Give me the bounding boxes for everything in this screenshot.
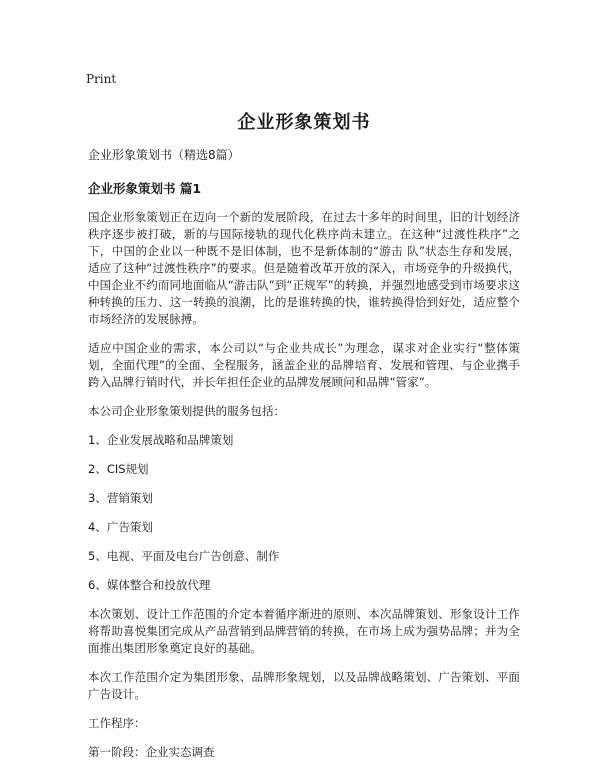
section-heading: 企业形象策划书 篇1 (88, 181, 202, 196)
paragraph-intro: 国企业形象策划正在迈向一个新的发展阶段，在过去十多年的时间里，旧的计划经济秩序逐步被打破，新的与国际接轨的现代化秩序尚未建立。在这种“过渡性秩序”之下，中国的企业以一种既不是旧体制，也不是新体制的“游击 队”状态生存和发展，适应了这种“过渡性秩序”的要求。但是随着改革开放的深入，市场竞争的升级换代，中国企业不约而同地面临从“游击队”到“正规军”的转换，并强烈地感受到市场要求这种转换的压力、这一转换的浪潮，比的是谁转换的快，谁转换得恰到好处，适应整个市场经济的发展脉搏。 (88, 210, 520, 326)
document-subtitle: 企业形象策划书（精选8篇） (88, 148, 240, 162)
service-item: 6、媒体整合和投放代理 (88, 578, 211, 592)
service-item: 2、CIS规划 (88, 462, 149, 476)
print-link[interactable]: Print (86, 72, 117, 86)
service-item: 4、广告策划 (88, 520, 153, 534)
service-item: 3、营销策划 (88, 491, 153, 505)
paragraph-mission: 适应中国企业的需求，本公司以“与企业共成长”为理念，谋求对企业实行“整体策划，全面代理”的全面、全程服务，涵盖企业的品牌培育、发展和管理、与企业携手跨入品牌行销时代，并长年担任企业的品牌发展顾问和品牌“管家”。 (88, 341, 520, 389)
paragraph-services-intro: 本公司企业形象策划提供的服务包括： (88, 404, 286, 418)
document-title: 企业形象策划书 (237, 112, 371, 133)
service-item: 1、企业发展战略和品牌策划 (88, 433, 234, 447)
phase-one-label: 第一阶段：企业实态调查 (88, 745, 215, 759)
service-item: 5、电视、平面及电台广告创意、制作 (88, 549, 280, 563)
paragraph-scope-principle: 本次策划、设计工作范围的介定本着循序渐进的原则、本次品牌策划、形象设计工作将帮助喜悦集团完成从产品营销到品牌营销的转换，在市场上成为强势品牌；并为全面推出集团形象奠定良好的基础。 (88, 607, 520, 655)
work-procedure-label: 工作程序： (88, 716, 146, 730)
paragraph-scope-definition: 本次工作范围介定为集团形象、品牌形象规划，以及品牌战略策划、广告策划、平面广告设计。 (88, 670, 520, 701)
